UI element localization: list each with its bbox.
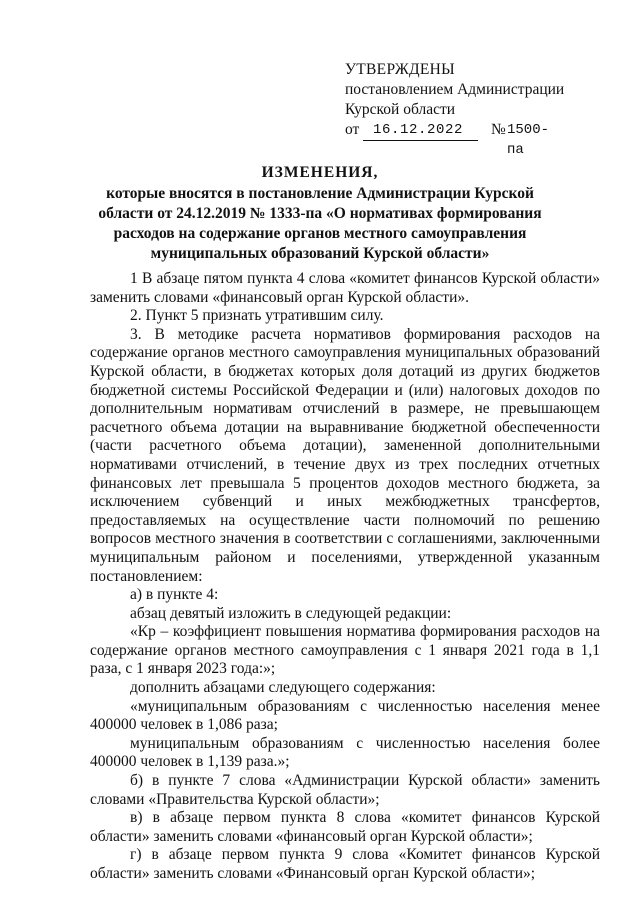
title-line-1: которые вносятся в постановление Администрации Курской: [106, 185, 534, 202]
approval-date-line: [345, 120, 605, 158]
approval-date: 16.12.2022: [373, 122, 464, 138]
paragraph: абзац девятый изложить в следующей редакции:: [130, 604, 452, 622]
approval-stamp: [345, 60, 605, 158]
paragraph: в) в абзаце первом пункта 8 слова «комитет финансов Курской области» заменить словами «финансовый орган Курской области»;: [90, 809, 600, 845]
paragraph: дополнить абзацами следующего содержания:: [130, 679, 436, 697]
paragraph: а) в пункте 4:: [130, 586, 219, 604]
approval-line-1: постановлением Администрации: [345, 81, 565, 98]
approval-number: 1500-па: [507, 122, 550, 158]
date-field: [363, 120, 478, 141]
title-line-2: области от 24.12.2019 № 1333-па «О нормативах формирования: [98, 205, 542, 222]
title-line-3: расходов на содержание органов местного самоуправления: [113, 225, 527, 242]
title-line-4: муниципальных образований Курской области»: [150, 245, 490, 262]
paragraph: 3. В методике расчета нормативов формирования расходов на содержание органов местного самоуправления муниципальных образований Курской области, в бюджетах которых доля дотаций из других бюджетов бюджетной системы Российской Федерации и (или) налоговых доходов по дополнительным нормативам отчислений в размере, не превышающем расчетного объема дотации на выравнивание бюджетной обеспеченности (части расчетного объема дотации), замененной дополнительными нормативами отчислений, в течение двух из трех последних отчетных финансовых лет превышала 5 процентов доходов местного бюджета, за исключением субвенций и иных межбюджетных трансфертов, предоставляемых на осуществление части полномочий по решению вопросов местного значения в соответствии с соглашениями, заключенными муниципальным районом и поселениями, утвержденной указанным постановлением:: [90, 325, 600, 585]
approval-line-2: Курской области: [345, 101, 456, 118]
paragraph: 2. Пункт 5 признать утратившим силу.: [130, 307, 384, 325]
paragraph: г) в абзаце первом пункта 9 слова «Комитет финансов Курской области» заменить словами «Финансовый орган Курской области»;: [90, 846, 600, 882]
document-title: [70, 163, 570, 264]
paragraph: б) в пункте 7 слова «Администрации Курской области» заменить словами «Правительства Курской области»;: [90, 772, 600, 808]
approval-heading: УТВЕРЖДЕНЫ: [345, 61, 455, 78]
title-main: ИЗМЕНЕНИЯ,: [261, 164, 379, 181]
paragraph: 1 В абзаце пятом пункта 4 слова «комитет финансов Курской области» заменить словами «финансовый орган Курской области».: [90, 270, 600, 306]
number-prefix: №: [491, 121, 506, 138]
document-body: [90, 270, 600, 884]
paragraph: «муниципальным образованиям с численностью населения менее 400000 человек в 1,086 раза;: [90, 697, 600, 734]
date-prefix: от: [345, 121, 360, 138]
paragraph: «Кр – коэффициент повышения норматива формирования расходов на содержание органов местного самоуправления с 1 января 2021 года в 1,1 раза, с 1 января 2023 года:»;: [90, 623, 600, 678]
paragraph: муниципальным образованиям с численностью населения более 400000 человек в 1,139 раза.»;: [90, 734, 600, 771]
